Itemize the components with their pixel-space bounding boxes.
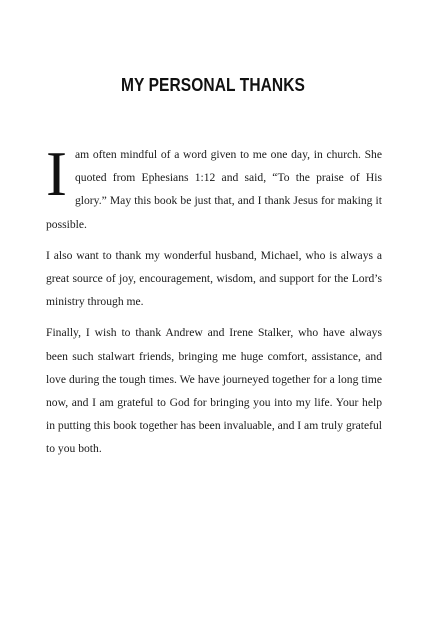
paragraph-1	[46, 139, 382, 236]
paragraph-3: Finally, I wish to thank Andrew and Irene Stalker, who have always been such stalwart friends, bringing me huge comfort, assistance, and love during the tough times. We have journeyed together for a long time now, and I am grateful to God for bringing you into my life. Your help in putting this book together has been invaluable, and I am truly grateful to you both.	[46, 326, 382, 456]
acknowledgements-body	[46, 139, 382, 469]
page-title: MY PERSONAL THANKS	[121, 74, 305, 95]
paragraph-2: I also want to thank my wonderful husband, Michael, who is always a great source of joy, encouragement, wisdom, and support for the Lord’s ministry through me.	[46, 248, 382, 309]
drop-cap: I	[46, 139, 67, 209]
paragraph-1-text: am often mindful of a word given to me one day, in church. She quoted from Ephesians 1:12 and said, “To the praise of His glory.” May this book be just that, and I thank Jesus for making it possible.	[46, 148, 382, 231]
